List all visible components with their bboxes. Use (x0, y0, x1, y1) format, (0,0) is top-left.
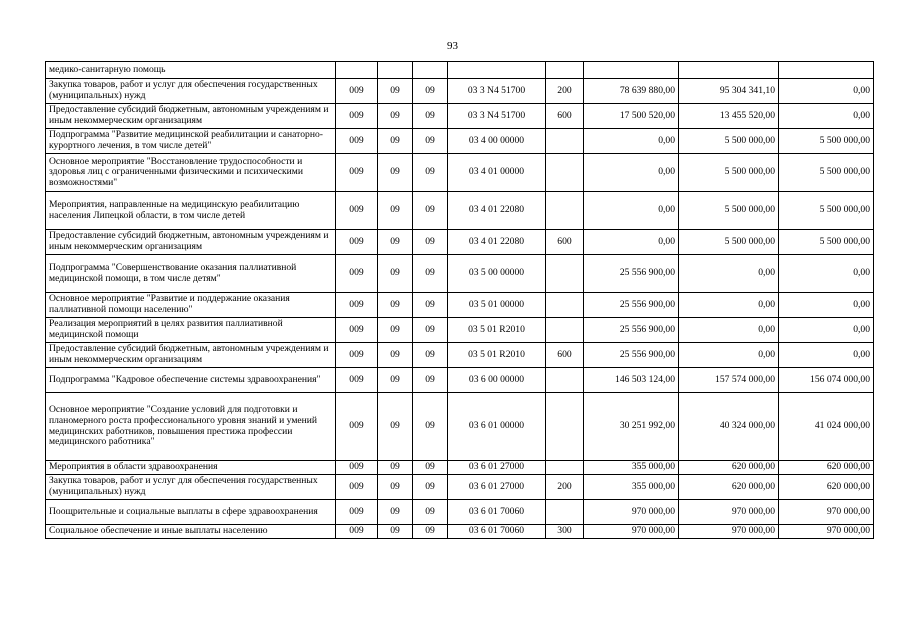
cell-subsection: 09 (413, 500, 448, 525)
cell-amount-year2 (679, 62, 779, 79)
table-row (46, 79, 874, 104)
cell-expense-type: 600 (546, 104, 584, 129)
cell-amount-year3: 970 000,00 (779, 525, 874, 539)
cell-amount-year2: 620 000,00 (679, 461, 779, 475)
cell-subsection: 09 (413, 104, 448, 129)
cell-expense-type (546, 192, 584, 230)
row-name: Основное мероприятие "Развитие и поддержание оказания паллиативной помощи населению" (46, 293, 336, 318)
cell-amount-year1: 0,00 (584, 230, 679, 255)
table-row (46, 525, 874, 539)
cell-target-article: 03 4 01 22080 (448, 192, 546, 230)
cell-amount-year3: 0,00 (779, 318, 874, 343)
cell-section: 09 (378, 318, 413, 343)
table-row (46, 475, 874, 500)
cell-amount-year3: 5 500 000,00 (779, 192, 874, 230)
page-number: 93 (447, 40, 458, 52)
cell-amount-year1: 355 000,00 (584, 475, 679, 500)
cell-amount-year2: 0,00 (679, 318, 779, 343)
cell-ved-code (336, 62, 378, 79)
cell-target-article: 03 6 01 27000 (448, 475, 546, 500)
cell-amount-year3: 0,00 (779, 104, 874, 129)
cell-target-article: 03 5 01 R2010 (448, 318, 546, 343)
cell-section: 09 (378, 393, 413, 461)
cell-expense-type: 200 (546, 79, 584, 104)
table-row (46, 129, 874, 154)
table-row (46, 192, 874, 230)
cell-amount-year1: 17 500 520,00 (584, 104, 679, 129)
cell-subsection: 09 (413, 525, 448, 539)
cell-subsection: 09 (413, 318, 448, 343)
cell-expense-type (546, 318, 584, 343)
cell-ved-code: 009 (336, 104, 378, 129)
cell-amount-year2: 0,00 (679, 343, 779, 368)
cell-target-article: 03 4 01 22080 (448, 230, 546, 255)
cell-ved-code: 009 (336, 525, 378, 539)
cell-amount-year3: 5 500 000,00 (779, 154, 874, 192)
cell-expense-type (546, 129, 584, 154)
cell-amount-year2: 970 000,00 (679, 525, 779, 539)
cell-subsection: 09 (413, 293, 448, 318)
cell-section: 09 (378, 104, 413, 129)
cell-amount-year2: 5 500 000,00 (679, 129, 779, 154)
cell-amount-year2: 13 455 520,00 (679, 104, 779, 129)
cell-amount-year2: 40 324 000,00 (679, 393, 779, 461)
cell-target-article: 03 5 00 00000 (448, 255, 546, 293)
cell-target-article: 03 3 N4 51700 (448, 104, 546, 129)
cell-section: 09 (378, 368, 413, 393)
cell-section: 09 (378, 129, 413, 154)
row-name: Реализация мероприятий в целях развития паллиативной медицинской помощи (46, 318, 336, 343)
cell-section: 09 (378, 525, 413, 539)
cell-section: 09 (378, 192, 413, 230)
cell-expense-type (546, 62, 584, 79)
cell-amount-year1: 0,00 (584, 129, 679, 154)
cell-section (378, 62, 413, 79)
table-row (46, 500, 874, 525)
row-name: Мероприятия в области здравоохранения (46, 461, 336, 475)
cell-amount-year3: 970 000,00 (779, 500, 874, 525)
cell-section: 09 (378, 293, 413, 318)
row-name: Предоставление субсидий бюджетным, автономным учреждениям и иным некоммерческим организациям (46, 104, 336, 129)
cell-ved-code: 009 (336, 475, 378, 500)
cell-amount-year1: 970 000,00 (584, 525, 679, 539)
table-row (46, 230, 874, 255)
cell-ved-code: 009 (336, 318, 378, 343)
cell-expense-type (546, 293, 584, 318)
cell-subsection: 09 (413, 461, 448, 475)
cell-section: 09 (378, 343, 413, 368)
table-row (46, 62, 874, 79)
cell-section: 09 (378, 230, 413, 255)
table-row (46, 104, 874, 129)
cell-amount-year2: 5 500 000,00 (679, 192, 779, 230)
cell-target-article: 03 4 01 00000 (448, 154, 546, 192)
cell-amount-year3: 5 500 000,00 (779, 230, 874, 255)
cell-amount-year1: 78 639 880,00 (584, 79, 679, 104)
cell-subsection: 09 (413, 343, 448, 368)
cell-amount-year1: 30 251 992,00 (584, 393, 679, 461)
cell-amount-year1: 25 556 900,00 (584, 318, 679, 343)
row-name: Поощрительные и социальные выплаты в сфере здравоохранения (46, 500, 336, 525)
cell-subsection: 09 (413, 79, 448, 104)
cell-expense-type (546, 461, 584, 475)
cell-expense-type: 600 (546, 230, 584, 255)
cell-target-article: 03 6 00 00000 (448, 368, 546, 393)
cell-section: 09 (378, 500, 413, 525)
row-name: Подпрограмма "Совершенствование оказания паллиативной медицинской помощи, в том числе детям" (46, 255, 336, 293)
cell-amount-year2: 5 500 000,00 (679, 154, 779, 192)
cell-section: 09 (378, 79, 413, 104)
cell-amount-year2: 0,00 (679, 293, 779, 318)
cell-subsection: 09 (413, 230, 448, 255)
cell-amount-year3: 5 500 000,00 (779, 129, 874, 154)
cell-expense-type (546, 500, 584, 525)
cell-section: 09 (378, 154, 413, 192)
cell-ved-code: 009 (336, 79, 378, 104)
table-row (46, 255, 874, 293)
cell-ved-code: 009 (336, 255, 378, 293)
cell-expense-type (546, 255, 584, 293)
cell-amount-year3: 620 000,00 (779, 475, 874, 500)
cell-section: 09 (378, 475, 413, 500)
cell-amount-year2: 620 000,00 (679, 475, 779, 500)
cell-amount-year3: 0,00 (779, 293, 874, 318)
cell-expense-type (546, 154, 584, 192)
cell-amount-year3: 0,00 (779, 79, 874, 104)
budget-table (45, 61, 874, 539)
cell-amount-year3: 0,00 (779, 255, 874, 293)
row-name: Подпрограмма "Развитие медицинской реабилитации и санаторно-курортного лечения, в том числе детей" (46, 129, 336, 154)
cell-amount-year1: 0,00 (584, 154, 679, 192)
cell-ved-code: 009 (336, 368, 378, 393)
cell-target-article: 03 6 01 00000 (448, 393, 546, 461)
cell-section: 09 (378, 461, 413, 475)
cell-amount-year3: 156 074 000,00 (779, 368, 874, 393)
cell-ved-code: 009 (336, 129, 378, 154)
cell-amount-year1: 25 556 900,00 (584, 255, 679, 293)
cell-ved-code: 009 (336, 154, 378, 192)
cell-amount-year2: 970 000,00 (679, 500, 779, 525)
cell-amount-year3: 41 024 000,00 (779, 393, 874, 461)
cell-target-article (448, 62, 546, 79)
cell-ved-code: 009 (336, 343, 378, 368)
cell-subsection: 09 (413, 129, 448, 154)
cell-amount-year1: 970 000,00 (584, 500, 679, 525)
table-row (46, 154, 874, 192)
row-name: Основное мероприятие "Создание условий для подготовки и планомерного роста профессионального уровня знаний и умений медицинских работников, повышения престижа профессии медицинского работника" (46, 393, 336, 461)
table-row (46, 393, 874, 461)
table-row (46, 293, 874, 318)
row-name: Закупка товаров, работ и услуг для обеспечения государственных (муниципальных) нужд (46, 475, 336, 500)
row-name: Мероприятия, направленные на медицинскую реабилитацию населения Липецкой области, в том числе детей (46, 192, 336, 230)
row-name: Предоставление субсидий бюджетным, автономным учреждениям и иным некоммерческим организациям (46, 230, 336, 255)
cell-section: 09 (378, 255, 413, 293)
cell-expense-type (546, 393, 584, 461)
cell-ved-code: 009 (336, 461, 378, 475)
row-name: Предоставление субсидий бюджетным, автономным учреждениям и иным некоммерческим организациям (46, 343, 336, 368)
cell-subsection: 09 (413, 475, 448, 500)
cell-target-article: 03 5 01 00000 (448, 293, 546, 318)
cell-amount-year1 (584, 62, 679, 79)
cell-amount-year2: 95 304 341,10 (679, 79, 779, 104)
cell-ved-code: 009 (336, 293, 378, 318)
cell-subsection (413, 62, 448, 79)
cell-target-article: 03 4 00 00000 (448, 129, 546, 154)
row-name: Закупка товаров, работ и услуг для обеспечения государственных (муниципальных) нужд (46, 79, 336, 104)
cell-amount-year1: 25 556 900,00 (584, 293, 679, 318)
cell-subsection: 09 (413, 255, 448, 293)
cell-amount-year2: 0,00 (679, 255, 779, 293)
table-row (46, 343, 874, 368)
cell-amount-year1: 355 000,00 (584, 461, 679, 475)
cell-target-article: 03 6 01 70060 (448, 500, 546, 525)
cell-subsection: 09 (413, 154, 448, 192)
cell-amount-year2: 157 574 000,00 (679, 368, 779, 393)
row-name: Подпрограмма "Кадровое обеспечение системы здравоохранения" (46, 368, 336, 393)
cell-target-article: 03 5 01 R2010 (448, 343, 546, 368)
cell-expense-type: 300 (546, 525, 584, 539)
table-row (46, 318, 874, 343)
cell-amount-year1: 25 556 900,00 (584, 343, 679, 368)
cell-target-article: 03 6 01 27000 (448, 461, 546, 475)
cell-subsection: 09 (413, 368, 448, 393)
cell-expense-type: 600 (546, 343, 584, 368)
row-name: медико-санитарную помощь (46, 62, 336, 79)
row-name: Основное мероприятие "Восстановление трудоспособности и здоровья лиц с ограниченными физическими и психическими возможностями" (46, 154, 336, 192)
cell-ved-code: 009 (336, 393, 378, 461)
cell-subsection: 09 (413, 192, 448, 230)
cell-amount-year3 (779, 62, 874, 79)
cell-target-article: 03 3 N4 51700 (448, 79, 546, 104)
cell-expense-type (546, 368, 584, 393)
cell-amount-year3: 620 000,00 (779, 461, 874, 475)
cell-amount-year3: 0,00 (779, 343, 874, 368)
cell-amount-year1: 146 503 124,00 (584, 368, 679, 393)
cell-ved-code: 009 (336, 500, 378, 525)
cell-target-article: 03 6 01 70060 (448, 525, 546, 539)
table-row (46, 368, 874, 393)
cell-ved-code: 009 (336, 192, 378, 230)
cell-subsection: 09 (413, 393, 448, 461)
cell-ved-code: 009 (336, 230, 378, 255)
row-name: Социальное обеспечение и иные выплаты населению (46, 525, 336, 539)
table-row (46, 461, 874, 475)
cell-amount-year2: 5 500 000,00 (679, 230, 779, 255)
cell-amount-year1: 0,00 (584, 192, 679, 230)
cell-expense-type: 200 (546, 475, 584, 500)
